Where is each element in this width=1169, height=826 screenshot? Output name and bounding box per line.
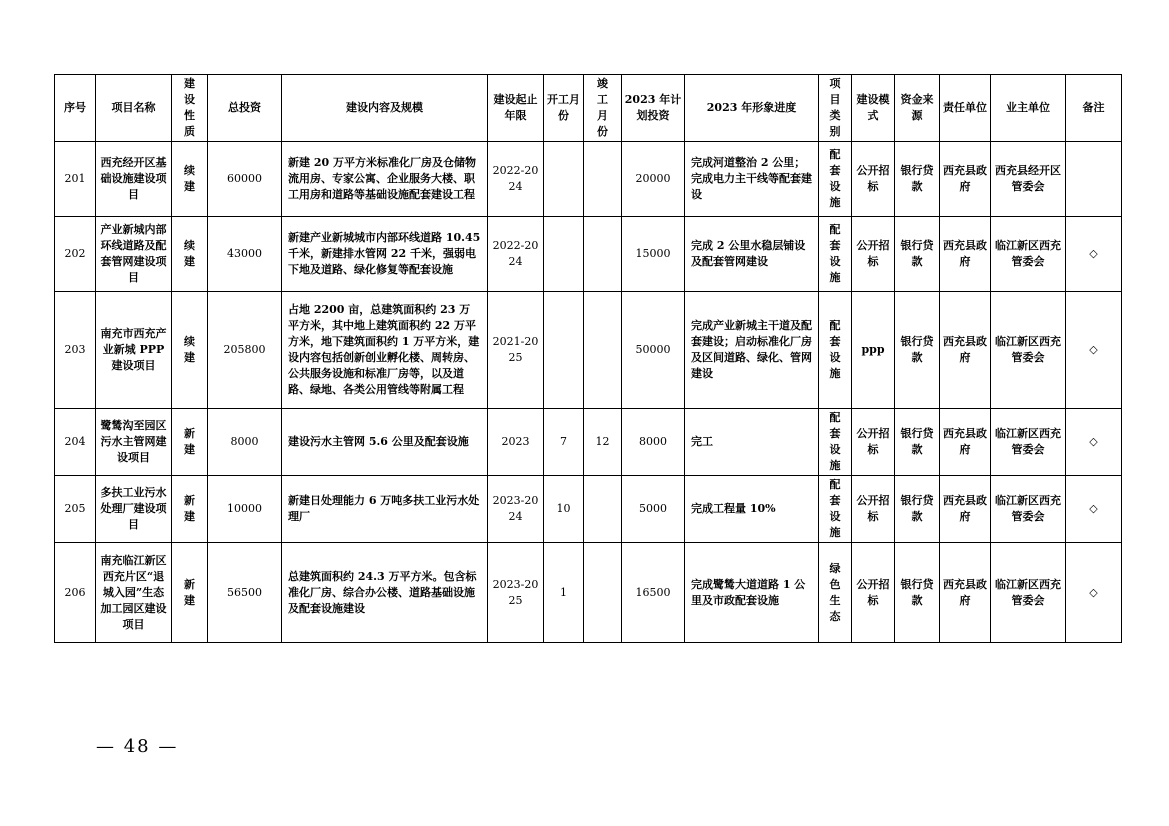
construction-nature-text: 续建: [184, 239, 195, 268]
fund-source: 银行贷款: [895, 142, 940, 217]
remark: [1066, 142, 1122, 217]
project-name: 产业新城内部环线道路及配套管网建设项目: [96, 217, 172, 292]
responsible-unit: 西充县政府: [940, 409, 991, 476]
total-investment: 10000: [208, 476, 282, 543]
construction-period: 2023-2025: [488, 543, 544, 643]
construction-content: 新建日处理能力 6 万吨多扶工业污水处理厂: [282, 476, 488, 543]
header-cell: 建设性质: [172, 75, 208, 142]
responsible-unit: 西充县政府: [940, 476, 991, 543]
progress-2023: 完成鹭鸶大道道路 1 公里及市政配套设施: [685, 543, 819, 643]
construction-period: 2022-2024: [488, 217, 544, 292]
header-cell: 项目名称: [96, 75, 172, 142]
responsible-unit: 西充县政府: [940, 292, 991, 409]
end-month: [584, 142, 622, 217]
construction-nature-text: 续建: [184, 164, 195, 193]
remark: ◇: [1066, 543, 1122, 643]
total-investment: 205800: [208, 292, 282, 409]
construction-nature-text: 新建: [184, 577, 195, 607]
row-number: 206: [55, 543, 96, 643]
header-cell: 建设起止年限: [488, 75, 544, 142]
construction-nature: [172, 217, 208, 292]
construction-content: 新建产业新城城市内部环线道路 10.45 千米，新建排水管网 22 千米，强弱电下地及道路、绿化修复等配套设施: [282, 217, 488, 292]
progress-2023: 完成河道整治 2 公里；完成电力主干线等配套建设: [685, 142, 819, 217]
project-table: [54, 74, 1122, 643]
start-month: [544, 142, 584, 217]
project-category-text: 配套设施: [829, 148, 841, 209]
fund-source: 银行贷款: [895, 409, 940, 476]
header-cell: 总投资: [208, 75, 282, 142]
header-cell: 序号: [55, 75, 96, 142]
table-row: [55, 292, 1122, 409]
responsible-unit: 西充县政府: [940, 142, 991, 217]
construction-mode: 公开招标: [852, 543, 895, 643]
start-month: 1: [544, 543, 584, 643]
header-cell: 业主单位: [991, 75, 1066, 142]
start-month: 7: [544, 409, 584, 476]
header-cell: 竣工月份: [584, 75, 622, 142]
construction-period: 2023-2024: [488, 476, 544, 543]
plan-investment-2023: 5000: [622, 476, 685, 543]
end-month: [584, 292, 622, 409]
owner-unit: 临江新区西充管委会: [991, 409, 1066, 476]
construction-nature: [172, 292, 208, 409]
plan-investment-2023: 15000: [622, 217, 685, 292]
construction-nature: [172, 409, 208, 476]
header-cell: 建设内容及规模: [282, 75, 488, 142]
end-month: [584, 476, 622, 543]
construction-nature: [172, 476, 208, 543]
start-month: [544, 292, 584, 409]
table-row: [55, 409, 1122, 476]
fund-source: 银行贷款: [895, 543, 940, 643]
project-name: 鹭鸶沟至园区污水主管网建设项目: [96, 409, 172, 476]
owner-unit: 临江新区西充管委会: [991, 217, 1066, 292]
construction-mode: 公开招标: [852, 476, 895, 543]
header-cell: 开工月份: [544, 75, 584, 142]
project-category-text: 配套设施: [829, 223, 841, 284]
page-number: — 48 —: [96, 736, 179, 757]
total-investment: 56500: [208, 543, 282, 643]
construction-content: 占地 2200 亩，总建筑面积约 23 万平方米，其中地上建筑面积约 22 万平方米，地下建筑面积约 1 万平方米，建设内容包括创新创业孵化楼、周转房、公共服务设施和标准厂房等，以及道路、绿地、各类公用管线等附属工程: [282, 292, 488, 409]
table-row: [55, 476, 1122, 543]
header-cell: 备注: [1066, 75, 1122, 142]
plan-investment-2023: 50000: [622, 292, 685, 409]
total-investment: 8000: [208, 409, 282, 476]
plan-investment-2023: 16500: [622, 543, 685, 643]
project-name: 南充市西充产业新城 PPP 建设项目: [96, 292, 172, 409]
project-category: [819, 142, 852, 217]
header-cell: 资金来源: [895, 75, 940, 142]
project-category: [819, 476, 852, 543]
project-table-container: [54, 74, 1122, 643]
owner-unit: 临江新区西充管委会: [991, 476, 1066, 543]
fund-source: 银行贷款: [895, 217, 940, 292]
responsible-unit: 西充县政府: [940, 217, 991, 292]
header-cell: 建设模式: [852, 75, 895, 142]
plan-investment-2023: 8000: [622, 409, 685, 476]
row-number: 203: [55, 292, 96, 409]
header-cell: 项目类别: [819, 75, 852, 142]
total-investment: 60000: [208, 142, 282, 217]
construction-content: 新建 20 万平方米标准化厂房及仓储物流用房、专家公寓、企业服务大楼、职工用房和道路等基础设施配套建设工程: [282, 142, 488, 217]
fund-source: 银行贷款: [895, 292, 940, 409]
construction-content: 总建筑面积约 24.3 万平方米。包含标准化厂房、综合办公楼、道路基础设施及配套设施建设: [282, 543, 488, 643]
project-category: [819, 217, 852, 292]
construction-nature: [172, 142, 208, 217]
remark: ◇: [1066, 217, 1122, 292]
progress-2023: 完工: [685, 409, 819, 476]
owner-unit: 西充县经开区管委会: [991, 142, 1066, 217]
remark: ◇: [1066, 476, 1122, 543]
end-month: [584, 543, 622, 643]
header-cell: 2023 年计划投资: [622, 75, 685, 142]
remark: ◇: [1066, 409, 1122, 476]
end-month: 12: [584, 409, 622, 476]
progress-2023: 完成工程量 10%: [685, 476, 819, 543]
construction-mode: 公开招标: [852, 217, 895, 292]
project-category-text: 配套设施: [829, 478, 841, 539]
header-cell: 责任单位: [940, 75, 991, 142]
project-name: 多扶工业污水处理厂建设项目: [96, 476, 172, 543]
project-category: [819, 409, 852, 476]
row-number: 205: [55, 476, 96, 543]
construction-nature-text: 新建: [184, 494, 195, 523]
owner-unit: 临江新区西充管委会: [991, 292, 1066, 409]
plan-investment-2023: 20000: [622, 142, 685, 217]
row-number: 202: [55, 217, 96, 292]
total-investment: 43000: [208, 217, 282, 292]
start-month: 10: [544, 476, 584, 543]
remark: ◇: [1066, 292, 1122, 409]
construction-mode: ppp: [852, 292, 895, 409]
table-row: [55, 217, 1122, 292]
responsible-unit: 西充县政府: [940, 543, 991, 643]
construction-period: 2021-2025: [488, 292, 544, 409]
construction-nature-text: 新建: [184, 427, 195, 456]
construction-period: 2023: [488, 409, 544, 476]
table-row: [55, 543, 1122, 643]
table-row: [55, 142, 1122, 217]
end-month: [584, 217, 622, 292]
construction-mode: 公开招标: [852, 409, 895, 476]
owner-unit: 临江新区西充管委会: [991, 543, 1066, 643]
project-name: 南充临江新区西充片区“退城入园”生态加工园区建设项目: [96, 543, 172, 643]
start-month: [544, 217, 584, 292]
construction-period: 2022-2024: [488, 142, 544, 217]
project-category-text: 配套设施: [829, 319, 841, 380]
header-cell: 2023 年形象进度: [685, 75, 819, 142]
table-header-row: [55, 75, 1122, 142]
progress-2023: 完成 2 公里水稳层铺设及配套管网建设: [685, 217, 819, 292]
fund-source: 银行贷款: [895, 476, 940, 543]
construction-mode: 公开招标: [852, 142, 895, 217]
construction-content: 建设污水主管网 5.6 公里及配套设施: [282, 409, 488, 476]
project-category: [819, 292, 852, 409]
project-name: 西充经开区基础设施建设项目: [96, 142, 172, 217]
project-category-text: 绿色生态: [829, 561, 841, 623]
progress-2023: 完成产业新城主干道及配套建设；启动标准化厂房及区间道路、绿化、管网建设: [685, 292, 819, 409]
construction-nature: [172, 543, 208, 643]
row-number: 204: [55, 409, 96, 476]
project-category-text: 配套设施: [829, 411, 841, 472]
construction-nature-text: 续建: [184, 335, 195, 364]
project-category: [819, 543, 852, 643]
row-number: 201: [55, 142, 96, 217]
